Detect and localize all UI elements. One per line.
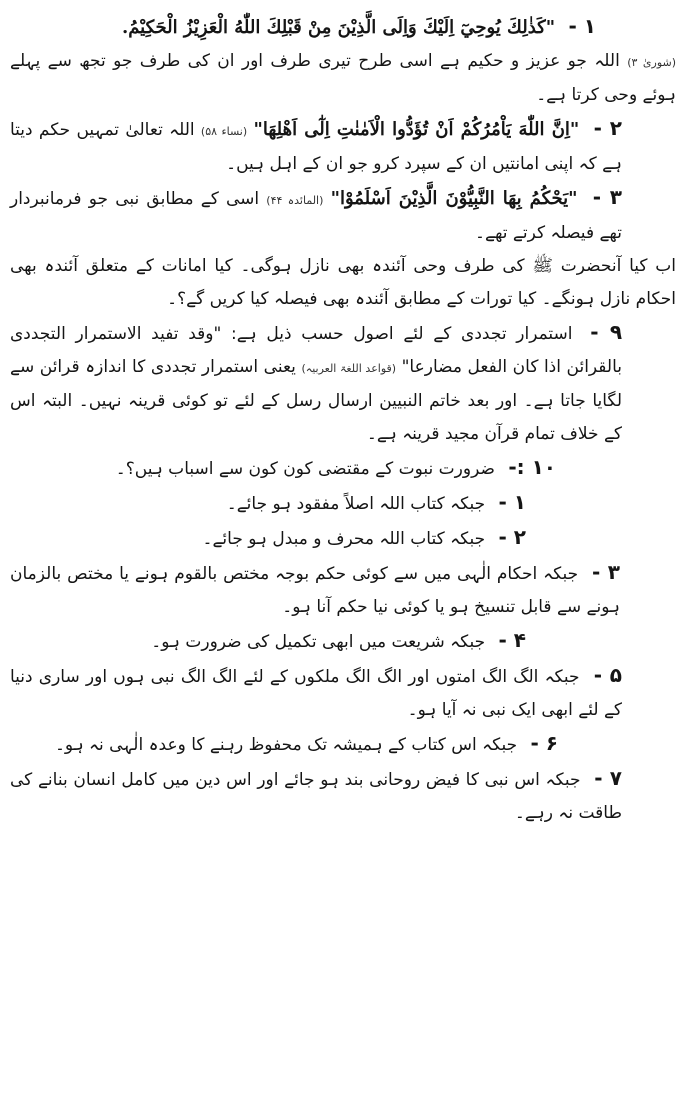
- list-item: [10, 556, 676, 624]
- paragraph-1-translation: [10, 45, 676, 112]
- verse-reference: (نساء ۵۸): [200, 125, 248, 138]
- paragraph-2: [10, 112, 676, 181]
- item-number: ۴ -: [498, 628, 526, 652]
- source-reference: (قواعد اللغۃ العربیہ): [301, 362, 397, 375]
- verse-reference: (المائدہ ۴۴): [266, 194, 324, 207]
- translation-text: اسی کے مطابق نبی جو فرمانبردار تھے فیصلہ کرتے تھے۔: [10, 189, 622, 243]
- paragraph-1: [10, 10, 676, 45]
- item-number: ۱ -: [568, 14, 596, 38]
- paragraph-text: اب کیا آنحضرت ﷺ کی طرف وحی آئندہ بھی نازل ہوگی۔ کیا امانات کے متعلق آئندہ بھی احکام نازل ہونگے۔ کیا تورات کے مطابق آئندہ بھی فیصلہ کیا کریں گے؟۔: [10, 256, 676, 309]
- list-item: [10, 521, 676, 556]
- item-number: ۱۰ :-: [508, 455, 556, 479]
- item-number: ۱ -: [498, 490, 526, 514]
- item-text: جبکہ شریعت میں ابھی تکمیل کی ضرورت ہو۔: [151, 632, 486, 652]
- question-text: ضرورت نبوت کے مقتضی کون کون سے اسباب ہیں؟۔: [115, 459, 495, 479]
- list-item: [10, 727, 676, 762]
- list-item: [10, 659, 676, 727]
- list-item: [10, 624, 676, 659]
- paragraph-text: یعنی استمرار تجددی کا اندازہ قرائن سے لگایا جاتا ہے۔ اور بعد خاتم النبیین ارسال رسل کے لئے تو کوئی قرینہ نہیں۔ البتہ اس کے خلاف تمام قرآن مجید قرینہ ہے۔: [10, 357, 622, 444]
- paragraph-4: [10, 250, 676, 316]
- paragraph-5: [10, 316, 676, 451]
- item-text: جبکہ احکام الٰہی میں سے کوئی حکم بوجہ مختص بالقوم ہونے یا مختص بالزمان ہونے سے قابل تنسیخ ہو یا کوئی نیا حکم آنا ہو۔: [10, 564, 620, 617]
- translation-text: اللہ تعالیٰ تمہیں حکم دیتا ہے کہ اپنی امانتیں ان کے سپرد کرو جو ان کے اہل ہیں۔: [10, 120, 622, 174]
- item-number: ۷ -: [594, 766, 622, 790]
- item-text: جبکہ اس نبی کا فیض روحانی بند ہو جائے اور اس دین میں کامل انسان بنانے کی طاقت نہ رہے۔: [10, 770, 622, 823]
- item-number: ۵ -: [593, 663, 623, 687]
- item-number: ۲ -: [498, 525, 526, 549]
- reasons-list: [10, 486, 676, 830]
- list-item: [10, 762, 676, 830]
- item-number: ۳ -: [592, 560, 620, 584]
- paragraph-text: استمرار تجددی کے لئے اصول حسب ذیل ہے: "وقد تفید الاستمرار التجددی بالقرائن اذا کان الفعل مضارعا": [10, 324, 622, 377]
- list-item: [10, 486, 676, 521]
- quran-verse: "اِنَّ اللّٰهَ يَاْمُرُكُمْ اَنْ تُؤَدُّوا الْاَمٰنٰتِ اِلٰٓى اَهْلِهَا": [253, 119, 580, 140]
- item-number: ۲ -: [593, 116, 623, 140]
- item-number: ۹ -: [590, 320, 623, 344]
- translation-text: اللہ جو عزیز و حکیم ہے اسی طرح تیری طرف اور ان کی طرف جو تجھ سے پہلے ہوئے وحی کرتا ہے۔: [10, 51, 676, 105]
- quran-verse: "يَحْكُمُ بِهَا النَّبِيُّوْنَ الَّذِيْنَ اَسْلَمُوْا": [330, 188, 578, 209]
- item-number: ۳ -: [592, 185, 623, 209]
- item-number: ۶ -: [530, 731, 558, 755]
- item-text: جبکہ کتاب اللہ محرف و مبدل ہو جائے۔: [202, 529, 486, 549]
- item-text: جبکہ الگ الگ امتوں اور الگ الگ ملکوں کے لئے الگ الگ نبی ہوں اور ساری دنیا کے لئے ابھی ایک نبی نہ آیا ہو۔: [10, 667, 622, 720]
- quran-verse: "كَذٰلِكَ يُوحِيٓ اِلَيْكَ وَاِلَى الَّذِيْنَ مِنْ قَبْلِكَ اللّٰهُ الْعَزِيْزُ الْحَكِيْمُ.: [121, 17, 556, 38]
- verse-reference: (شوریٰ ۳): [627, 56, 677, 69]
- paragraph-6: [10, 451, 676, 486]
- item-text: جبکہ اس کتاب کے ہمیشہ تک محفوظ رہنے کا وعدہ الٰہی نہ ہو۔: [54, 735, 518, 755]
- paragraph-3: [10, 181, 676, 250]
- item-text: جبکہ کتاب اللہ اصلاً مفقود ہو جائے۔: [226, 494, 486, 514]
